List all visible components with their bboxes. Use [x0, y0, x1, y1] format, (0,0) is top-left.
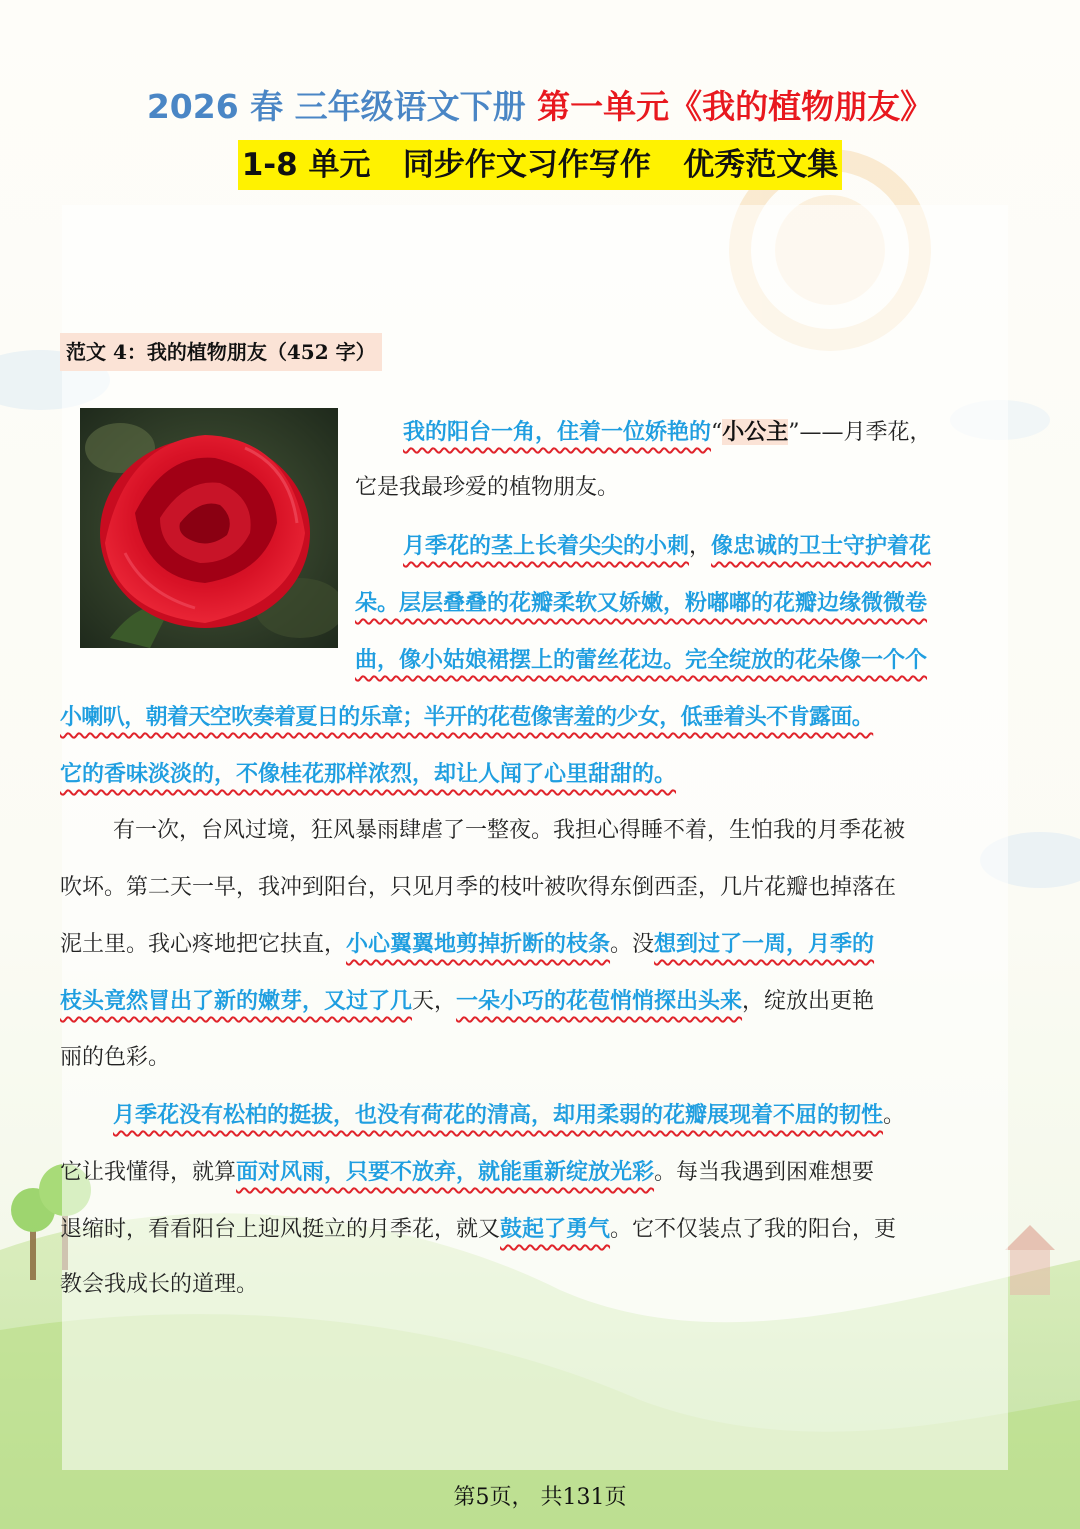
highlight-phrase: 月季花的茎上长着尖尖的小刺	[403, 533, 690, 559]
highlight-phrase: 一朵小巧的花苞悄悄探出头来	[456, 988, 743, 1014]
highlight-phrase: 小心翼翼地剪掉折断的枝条	[346, 931, 611, 957]
quote-mark: “	[711, 420, 723, 445]
highlight-phrase: 像忠诚的卫士守护着花	[711, 533, 932, 559]
highlight-phrase: 它的香味淡淡的，不像桂花那样浓烈，却让人闻了心里甜甜的。	[60, 761, 677, 787]
red-rose-photo	[80, 408, 338, 648]
paragraph-4-line-1	[113, 1099, 905, 1131]
paragraph-4-line-2	[60, 1156, 874, 1188]
text-span: 。它不仅装点了我的阳台，更	[610, 1217, 897, 1242]
highlight-box-phrase: 小公主	[722, 419, 789, 445]
text-span: ，	[689, 534, 712, 559]
highlight-phrase: 月季花没有松柏的挺拔，也没有荷花的清高，却用柔弱的花瓣展现着不屈的韧性	[113, 1102, 884, 1128]
page-number: 第5页， 共131页	[453, 1485, 627, 1510]
paragraph-1-line-1	[403, 416, 932, 448]
essay-heading: 范文 4：我的植物朋友（452 字）	[60, 333, 382, 371]
paragraph-3-line-4	[60, 985, 874, 1017]
text-span: 。	[883, 1103, 906, 1128]
paragraph-2-line-5	[60, 758, 676, 790]
page-header	[0, 82, 1080, 190]
paragraph-3-line-3	[60, 928, 874, 960]
highlight-phrase: 鼓起了勇气	[500, 1216, 611, 1242]
highlight-phrase: 枝头竟然冒出了新的嫩芽，又过了几	[60, 988, 413, 1014]
paragraph-2-line-3	[355, 644, 927, 676]
paragraph-2-line-2	[355, 587, 927, 619]
highlight-phrase: 我的阳台一角，住着一位娇艳的	[403, 419, 712, 445]
text-span: ，绽放出更艳	[742, 989, 875, 1014]
paragraph-4-line-4: 教会我成长的道理。	[60, 1272, 259, 1297]
paragraph-4-line-3	[60, 1213, 896, 1245]
paragraph-3-line-2: 吹坏。第二天一早，我冲到阳台，只见月季的枝叶被吹得东倒西歪，几片花瓣也掉落在	[60, 875, 897, 900]
title-unit-text: 第一单元《我的植物朋友》	[537, 87, 934, 126]
highlight-phrase: 面对风雨，只要不放弃，就能重新绽放光彩	[236, 1159, 655, 1185]
text-span: 泥土里。我心疼地把它扶直，	[60, 932, 347, 957]
paragraph-1-line-2: 它是我最珍爱的植物朋友。	[355, 475, 620, 500]
text-span: 退缩时，看看阳台上迎风挺立的月季花，就又	[60, 1217, 501, 1242]
paragraph-2-line-4	[60, 701, 873, 733]
text-span: 。没	[610, 932, 655, 957]
paragraph-2-line-1	[403, 530, 931, 562]
paragraph-3-line-1: 有一次，台风过境，狂风暴雨肆虐了一整夜。我担心得睡不着，生怕我的月季花被	[113, 818, 906, 843]
text-span: 天，	[412, 989, 457, 1014]
page-subtitle: 1-8 单元 同步作文习作写作 优秀范文集	[238, 140, 843, 190]
page-title	[0, 82, 1080, 132]
text-span: ”——月季花，	[788, 420, 932, 445]
highlight-phrase: 想到过了一周，月季的	[654, 931, 875, 957]
text-span: 。每当我遇到困难想要	[654, 1160, 875, 1185]
paragraph-3-line-5: 丽的色彩。	[60, 1045, 171, 1070]
highlight-phrase: 小喇叭，朝着天空吹奏着夏日的乐章；半开的花苞像害羞的少女，低垂着头不肯露面。	[60, 704, 874, 730]
text-span: 它让我懂得，就算	[60, 1160, 237, 1185]
highlight-phrase: 曲，像小姑娘裙摆上的蕾丝花边。完全绽放的花朵像一个个	[355, 647, 928, 673]
title-grade-text: 2026 春 三年级语文下册	[146, 87, 526, 126]
highlight-phrase: 朵。层层叠叠的花瓣柔软又娇嫩，粉嘟嘟的花瓣边缘微微卷	[355, 590, 928, 616]
